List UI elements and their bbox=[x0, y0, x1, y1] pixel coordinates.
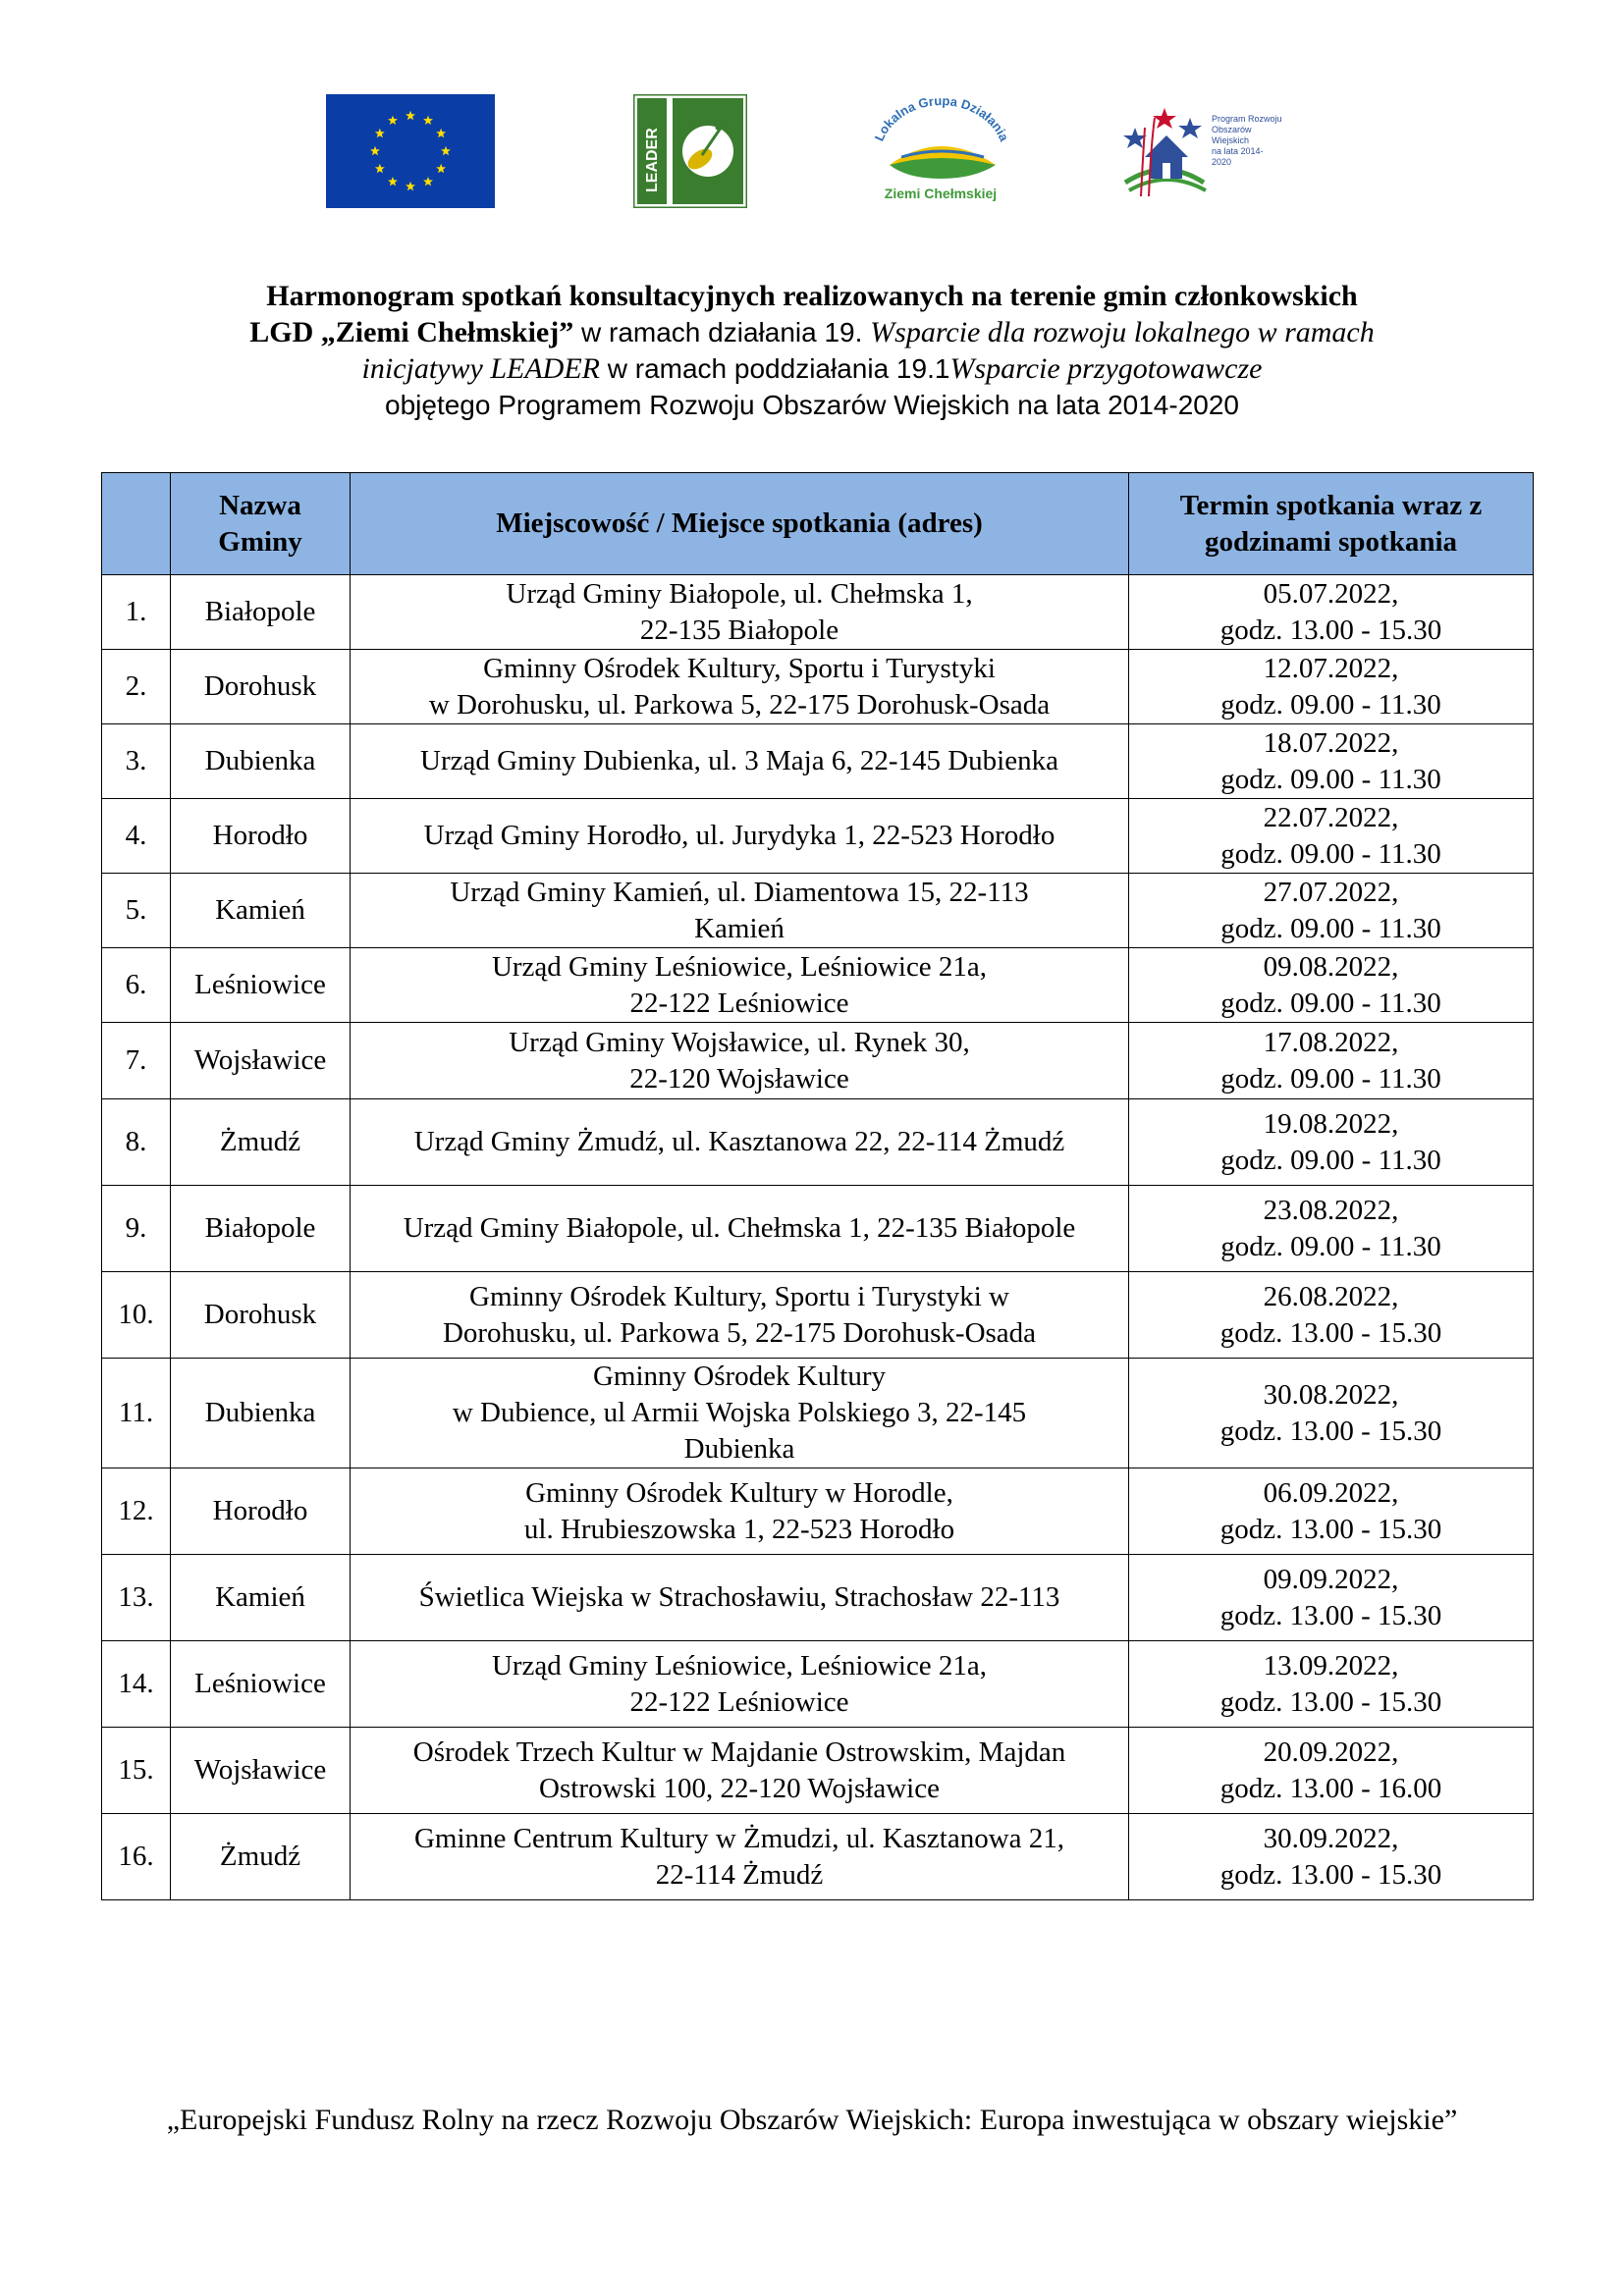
row-address bbox=[351, 799, 1129, 874]
meeting-date: 12.07.2022, bbox=[1263, 652, 1399, 684]
table-row bbox=[102, 1186, 1534, 1272]
table-row bbox=[102, 1814, 1534, 1900]
address-line: Urząd Gminy Dubienka, ul. 3 Maja 6, 22-145 Dubienka bbox=[420, 745, 1058, 776]
prow-logo-years: na lata 2014-2020 bbox=[1212, 146, 1264, 167]
meeting-date: 27.07.2022, bbox=[1263, 876, 1399, 908]
row-address bbox=[351, 1728, 1129, 1814]
meeting-hours: godz. 09.00 - 11.30 bbox=[1220, 1062, 1441, 1095]
row-number: 2. bbox=[102, 650, 171, 724]
row-address bbox=[351, 1272, 1129, 1359]
row-address bbox=[351, 1641, 1129, 1728]
row-gmina: Horodło bbox=[171, 799, 351, 874]
row-termin bbox=[1129, 1728, 1534, 1814]
table-row bbox=[102, 874, 1534, 948]
footer-eafrd-slogan: „Europejski Fundusz Rolny na rzecz Rozwoju Obszarów Wiejskich: Europa inwestująca w obszary wiejskie” bbox=[166, 2104, 1458, 2136]
address-line: Urząd Gminy Wojsławice, ul. Rynek 30, bbox=[509, 1026, 970, 1058]
title-lgd-name: LGD „Ziemi Chełmskiej” bbox=[249, 316, 574, 348]
row-address bbox=[351, 1186, 1129, 1272]
document-title bbox=[0, 278, 1624, 423]
row-number: 1. bbox=[102, 575, 171, 650]
eu-stars-icon bbox=[326, 94, 495, 208]
row-termin bbox=[1129, 799, 1534, 874]
address-line: Gminny Ośrodek Kultury, Sportu i Turystyki bbox=[483, 652, 996, 684]
address-line: Urząd Gminy Leśniowice, Leśniowice 21a, bbox=[491, 950, 988, 983]
table-row bbox=[102, 1555, 1534, 1641]
row-number: 5. bbox=[102, 874, 171, 948]
row-gmina: Leśniowice bbox=[171, 1641, 351, 1728]
address-line: Urząd Gminy Białopole, ul. Chełmska 1, 22-135 Białopole bbox=[403, 1212, 1076, 1244]
meeting-date: 06.09.2022, bbox=[1263, 1476, 1399, 1509]
address-line: 22-114 Żmudź bbox=[655, 1858, 824, 1891]
row-termin bbox=[1129, 1555, 1534, 1641]
row-number: 13. bbox=[102, 1555, 171, 1641]
meeting-hours: godz. 13.00 - 16.00 bbox=[1219, 1772, 1442, 1804]
row-number: 14. bbox=[102, 1641, 171, 1728]
title-subaction-name: Wsparcie przygotowawcze bbox=[949, 352, 1263, 385]
row-number: 7. bbox=[102, 1023, 171, 1099]
prow-logo bbox=[1106, 88, 1282, 208]
row-termin bbox=[1129, 575, 1534, 650]
table-row bbox=[102, 1023, 1534, 1099]
table-body bbox=[102, 575, 1534, 1900]
address-line: Gminne Centrum Kultury w Żmudzi, ul. Kasztanowa 21, bbox=[413, 1822, 1065, 1854]
table-row bbox=[102, 1272, 1534, 1359]
address-line: Gminny Ośrodek Kultury w Horodle, bbox=[525, 1476, 953, 1509]
row-number: 10. bbox=[102, 1272, 171, 1359]
row-gmina: Leśniowice bbox=[171, 948, 351, 1023]
meeting-date: 23.08.2022, bbox=[1263, 1194, 1399, 1226]
meeting-hours: godz. 09.00 - 11.30 bbox=[1220, 837, 1441, 870]
row-gmina: Dorohusk bbox=[171, 1272, 351, 1359]
meeting-hours: godz. 13.00 - 15.30 bbox=[1219, 1415, 1442, 1447]
address-line: 22-120 Wojsławice bbox=[629, 1062, 849, 1095]
table-row bbox=[102, 948, 1534, 1023]
schedule-table bbox=[101, 472, 1534, 1900]
meeting-date: 22.07.2022, bbox=[1263, 801, 1399, 833]
row-termin bbox=[1129, 1272, 1534, 1359]
address-line: Dubienka bbox=[683, 1433, 795, 1465]
row-address bbox=[351, 1555, 1129, 1641]
header-termin: Termin spotkania wraz z godzinami spotkania bbox=[1129, 473, 1534, 575]
address-line: Świetlica Wiejska w Strachosławiu, Strachosław 22-113 bbox=[418, 1581, 1060, 1613]
row-address bbox=[351, 575, 1129, 650]
table-row bbox=[102, 1099, 1534, 1186]
table-row bbox=[102, 724, 1534, 799]
meeting-date: 18.07.2022, bbox=[1263, 726, 1399, 759]
title-action-name: Wsparcie dla rozwoju lokalnego w ramach bbox=[870, 316, 1375, 348]
lgd-ziemi-chelmskiej-logo bbox=[856, 88, 1025, 208]
row-gmina: Żmudź bbox=[171, 1814, 351, 1900]
row-termin bbox=[1129, 1641, 1534, 1728]
row-termin bbox=[1129, 1186, 1534, 1272]
meeting-date: 19.08.2022, bbox=[1263, 1107, 1399, 1140]
row-number: 9. bbox=[102, 1186, 171, 1272]
table-row bbox=[102, 575, 1534, 650]
meeting-hours: godz. 09.00 - 11.30 bbox=[1220, 1144, 1441, 1176]
svg-text:Lokalna Grupa Działania bbox=[872, 93, 1012, 144]
table-row bbox=[102, 1468, 1534, 1555]
address-line: Urząd Gminy Kamień, ul. Diamentowa 15, 22-113 bbox=[450, 876, 1029, 908]
row-number: 11. bbox=[102, 1359, 171, 1468]
address-line: Dorohusku, ul. Parkowa 5, 22-175 Dorohusk-Osada bbox=[442, 1316, 1037, 1349]
row-termin bbox=[1129, 650, 1534, 724]
row-address bbox=[351, 1359, 1129, 1468]
row-termin bbox=[1129, 1023, 1534, 1099]
address-line: Urząd Gminy Żmudź, ul. Kasztanowa 22, 22-114 Żmudź bbox=[413, 1126, 1065, 1157]
row-gmina: Żmudź bbox=[171, 1099, 351, 1186]
address-line: Gminny Ośrodek Kultury bbox=[592, 1361, 887, 1392]
row-address bbox=[351, 1023, 1129, 1099]
title-line-4: objętego Programem Rozwoju Obszarów Wiejskich na lata 2014-2020 bbox=[385, 390, 1239, 420]
title-line-2 bbox=[0, 314, 1624, 350]
logo-strip bbox=[0, 88, 1624, 216]
address-line: Kamień bbox=[694, 912, 785, 944]
row-number: 12. bbox=[102, 1468, 171, 1555]
lgd-arc-text: Lokalna Grupa Działania bbox=[871, 93, 1012, 144]
meeting-hours: godz. 09.00 - 11.30 bbox=[1220, 763, 1441, 795]
meeting-date: 20.09.2022, bbox=[1263, 1735, 1399, 1768]
meeting-hours: godz. 09.00 - 11.30 bbox=[1220, 912, 1441, 944]
address-line: Ośrodek Trzech Kultur w Majdanie Ostrowskim, Majdan bbox=[412, 1735, 1066, 1768]
meeting-date: 05.07.2022, bbox=[1263, 577, 1399, 610]
title-line-3 bbox=[0, 350, 1624, 387]
row-gmina: Kamień bbox=[171, 874, 351, 948]
row-termin bbox=[1129, 1359, 1534, 1468]
address-line: w Dubience, ul Armii Wojska Polskiego 3, 22-145 bbox=[452, 1397, 1027, 1428]
row-gmina: Białopole bbox=[171, 1186, 351, 1272]
address-line: 22-122 Leśniowice bbox=[629, 1685, 849, 1718]
title-leader-italic: inicjatywy LEADER bbox=[361, 352, 600, 385]
row-number: 16. bbox=[102, 1814, 171, 1900]
prow-logo-text: Program Rozwoju Obszarów Wiejskich bbox=[1212, 114, 1282, 145]
row-termin bbox=[1129, 1099, 1534, 1186]
leader-logo bbox=[633, 94, 747, 208]
meeting-hours: godz. 13.00 - 15.30 bbox=[1219, 614, 1442, 646]
address-line: Urząd Gminy Leśniowice, Leśniowice 21a, bbox=[491, 1649, 988, 1682]
row-number: 4. bbox=[102, 799, 171, 874]
table-row bbox=[102, 1728, 1534, 1814]
row-address bbox=[351, 1099, 1129, 1186]
title-subaction-text: w ramach poddziałania 19.1 bbox=[599, 353, 950, 384]
table-row bbox=[102, 799, 1534, 874]
header-miejsce: Miejscowość / Miejsce spotkania (adres) bbox=[351, 473, 1129, 575]
row-number: 6. bbox=[102, 948, 171, 1023]
header-lp bbox=[102, 473, 171, 575]
row-termin bbox=[1129, 1468, 1534, 1555]
meeting-date: 13.09.2022, bbox=[1263, 1649, 1399, 1682]
row-address bbox=[351, 948, 1129, 1023]
row-number: 8. bbox=[102, 1099, 171, 1186]
meeting-hours: godz. 13.00 - 15.30 bbox=[1219, 1685, 1442, 1718]
meeting-hours: godz. 13.00 - 15.30 bbox=[1219, 1513, 1442, 1545]
meeting-hours: godz. 09.00 - 11.30 bbox=[1220, 688, 1441, 721]
meeting-hours: godz. 09.00 - 11.30 bbox=[1220, 1230, 1441, 1262]
table-row bbox=[102, 1359, 1534, 1468]
row-termin bbox=[1129, 948, 1534, 1023]
meeting-date: 30.08.2022, bbox=[1263, 1378, 1399, 1411]
row-address bbox=[351, 874, 1129, 948]
address-line: ul. Hrubieszowska 1, 22-523 Horodło bbox=[523, 1513, 955, 1545]
meeting-hours: godz. 13.00 - 15.30 bbox=[1219, 1858, 1442, 1891]
address-line: Ostrowski 100, 22-120 Wojsławice bbox=[539, 1772, 940, 1804]
meeting-date: 30.09.2022, bbox=[1263, 1822, 1399, 1854]
address-line: 22-122 Leśniowice bbox=[629, 987, 849, 1019]
address-line: Urząd Gminy Horodło, ul. Jurydyka 1, 22-523 Horodło bbox=[423, 820, 1056, 851]
row-gmina: Dubienka bbox=[171, 724, 351, 799]
row-termin bbox=[1129, 874, 1534, 948]
row-termin bbox=[1129, 1814, 1534, 1900]
row-gmina: Horodło bbox=[171, 1468, 351, 1555]
row-termin bbox=[1129, 724, 1534, 799]
meeting-date: 26.08.2022, bbox=[1263, 1280, 1399, 1312]
meeting-date: 09.09.2022, bbox=[1263, 1563, 1399, 1595]
lgd-name-text: Ziemi Chełmskiej bbox=[884, 186, 998, 201]
address-line: w Dorohusku, ul. Parkowa 5, 22-175 Dorohusk-Osada bbox=[428, 688, 1051, 721]
row-number: 3. bbox=[102, 724, 171, 799]
row-gmina: Dubienka bbox=[171, 1359, 351, 1468]
row-address bbox=[351, 724, 1129, 799]
row-address bbox=[351, 650, 1129, 724]
row-gmina: Białopole bbox=[171, 575, 351, 650]
row-gmina: Wojsławice bbox=[171, 1023, 351, 1099]
eu-flag-logo bbox=[326, 94, 495, 208]
row-gmina: Kamień bbox=[171, 1555, 351, 1641]
row-number: 15. bbox=[102, 1728, 171, 1814]
row-gmina: Dorohusk bbox=[171, 650, 351, 724]
meeting-hours: godz. 13.00 - 15.30 bbox=[1219, 1599, 1442, 1631]
row-address bbox=[351, 1814, 1129, 1900]
meeting-hours: godz. 09.00 - 11.30 bbox=[1220, 987, 1441, 1019]
row-gmina: Wojsławice bbox=[171, 1728, 351, 1814]
table-row bbox=[102, 650, 1534, 724]
table-header-row bbox=[102, 473, 1534, 575]
leader-logo-text: LEADER bbox=[644, 128, 661, 192]
table-row bbox=[102, 1641, 1534, 1728]
address-line: 22-135 Białopole bbox=[639, 614, 839, 646]
meeting-hours: godz. 13.00 - 15.30 bbox=[1219, 1316, 1442, 1349]
title-line-1: Harmonogram spotkań konsultacyjnych realizowanych na terenie gmin członkowskich bbox=[266, 280, 1358, 312]
address-line: Urząd Gminy Białopole, ul. Chełmska 1, bbox=[506, 577, 973, 610]
title-action-text: w ramach działania 19. bbox=[573, 317, 871, 347]
address-line: Gminny Ośrodek Kultury, Sportu i Turystyki w bbox=[469, 1280, 1009, 1312]
header-gmina: Nazwa Gminy bbox=[171, 473, 351, 575]
meeting-date: 17.08.2022, bbox=[1263, 1026, 1399, 1058]
row-address bbox=[351, 1468, 1129, 1555]
meeting-date: 09.08.2022, bbox=[1263, 950, 1399, 983]
